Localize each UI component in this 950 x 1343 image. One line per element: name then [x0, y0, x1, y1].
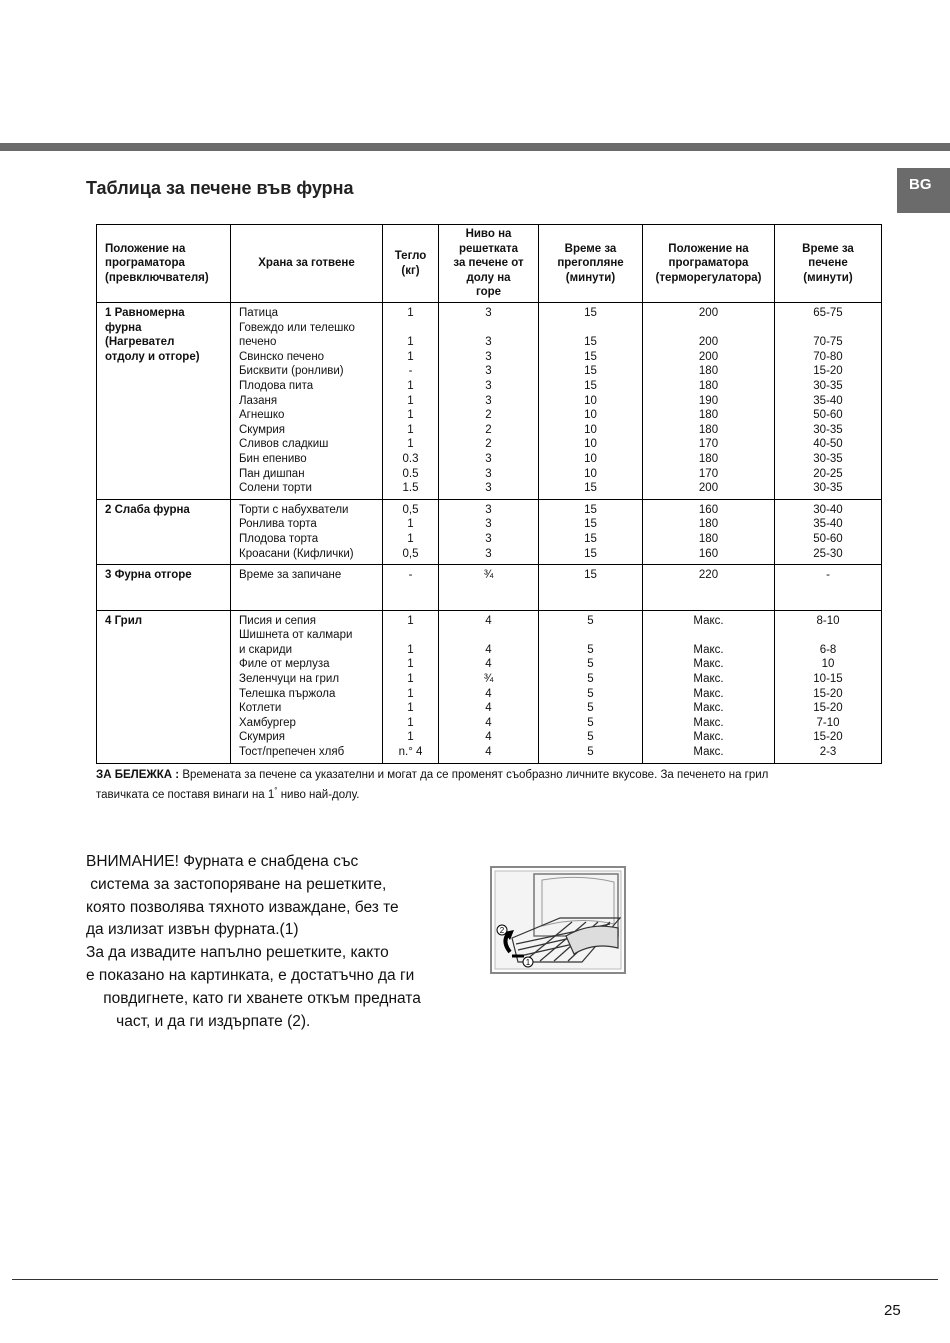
- note-text-line1: Времената за печене са указателни и могат да се променят съобразно личните вкусове. За печенето на грил: [179, 769, 769, 781]
- cell-value: 160: [698, 503, 719, 516]
- attention-line: система за застопоряване на решетките,: [86, 875, 387, 893]
- food-item: печено: [239, 336, 277, 349]
- food-item: Шишнета от калмари: [239, 629, 353, 642]
- cell-value: 3: [485, 547, 492, 560]
- cell-value: Макс.: [693, 614, 724, 627]
- cell-value: 1: [407, 307, 414, 319]
- cell-value: 15: [584, 307, 597, 319]
- cell-value: 1: [407, 643, 414, 656]
- cell-value: 10: [584, 394, 597, 407]
- cell-value: 3: [485, 307, 492, 319]
- food-item: Говеждо или телешко: [239, 321, 355, 334]
- cell-value: 0,5: [402, 503, 419, 516]
- cell-value: 70-80: [813, 350, 843, 363]
- oven-function-label: 2 Слаба фурна: [105, 503, 190, 516]
- cell-value: 15: [584, 379, 597, 392]
- cell-value: 1: [407, 394, 414, 407]
- cell-value: 6-8: [819, 643, 837, 656]
- cell-value: 10: [584, 438, 597, 451]
- cell-value: [543, 628, 638, 643]
- table-cell: [775, 610, 882, 763]
- oven-function-cell: [97, 565, 231, 611]
- cell-value: n.° 4: [398, 746, 423, 759]
- table-row: [97, 610, 882, 763]
- food-item: Ронлива торта: [239, 518, 317, 531]
- page-number: 25: [884, 1302, 901, 1319]
- cell-value: [543, 321, 638, 336]
- cell-value: 15: [584, 365, 597, 378]
- food-item: Филе от мерлуза: [239, 658, 330, 671]
- cell-value: 2: [485, 423, 492, 436]
- baking-table: [96, 224, 882, 764]
- cell-value: 15: [584, 518, 597, 531]
- oven-function-cell: [97, 610, 231, 763]
- attention-text: [86, 851, 486, 1033]
- oven-function-label: 4 Грил: [105, 614, 143, 627]
- food-item: Плодова пита: [239, 379, 314, 392]
- column-header: Тегло (кг): [383, 225, 439, 303]
- table-cell: [383, 303, 439, 500]
- cell-value: 5: [587, 687, 594, 700]
- cell-value: 4: [485, 614, 492, 627]
- cell-value: 2-3: [819, 746, 837, 759]
- cell-value: [647, 321, 770, 336]
- cell-value: 1: [407, 658, 414, 671]
- table-cell: [539, 565, 643, 611]
- cell-value: 30-35: [813, 482, 843, 495]
- table-row: [97, 303, 882, 500]
- attention-line: която позволява тяхното изваждане, без те: [86, 898, 399, 916]
- food-item: Скумрия: [239, 423, 286, 436]
- cell-value: 65-75: [813, 307, 843, 319]
- cell-value: 180: [698, 452, 719, 465]
- cell-value: 35-40: [813, 518, 843, 531]
- step-2-label: 2: [499, 926, 505, 935]
- oven-function-cell: [97, 499, 231, 564]
- cell-value: 5: [587, 673, 594, 686]
- cell-value: Макс.: [693, 687, 724, 700]
- cell-value: [647, 628, 770, 643]
- cell-value: [387, 321, 434, 336]
- food-item: Свинско печено: [239, 350, 325, 363]
- cell-value: 3: [485, 365, 492, 378]
- cell-value: 70-75: [813, 336, 843, 349]
- column-header: Храна за готвене: [231, 225, 383, 303]
- cell-value: 5: [587, 702, 594, 715]
- cell-value: 50-60: [813, 409, 843, 422]
- table-row: [97, 499, 882, 564]
- cell-value: 30-35: [813, 379, 843, 392]
- column-header: Време за печене (минути): [775, 225, 882, 303]
- cell-value: ¾: [483, 569, 494, 582]
- food-item: Тост/препечен хляб: [239, 746, 345, 759]
- cell-value: 5: [587, 731, 594, 744]
- cell-value: 160: [698, 547, 719, 560]
- cell-value: [779, 628, 877, 643]
- cell-value: 200: [698, 336, 719, 349]
- cell-value: 3: [485, 503, 492, 516]
- cell-value: 180: [698, 409, 719, 422]
- cell-value: 4: [485, 643, 492, 656]
- table-cell: [231, 303, 383, 500]
- note-label: ЗА БЕЛЕЖКА :: [96, 769, 180, 781]
- cell-value: 200: [698, 350, 719, 363]
- step-1-label: 1: [525, 958, 531, 967]
- cell-value: 4: [485, 658, 492, 671]
- cell-value: Макс.: [693, 716, 724, 729]
- attention-line: За да извадите напълно решетките, както: [86, 944, 389, 962]
- cell-value: 1: [407, 716, 414, 729]
- cell-value: Макс.: [693, 658, 724, 671]
- table-cell: [775, 565, 882, 611]
- cell-value: 25-30: [813, 547, 843, 560]
- attention-line: да излизат извън фурната.(1): [86, 921, 299, 939]
- cell-value: 0,5: [402, 547, 419, 560]
- cell-value: 15: [584, 532, 597, 545]
- cell-value: 3: [485, 532, 492, 545]
- cell-value: [387, 628, 434, 643]
- footer-divider: [12, 1279, 938, 1280]
- food-item: Плодова торта: [239, 532, 319, 545]
- cell-value: 30-35: [813, 423, 843, 436]
- cell-value: 180: [698, 518, 719, 531]
- column-header: Време за прегопляне (минути): [539, 225, 643, 303]
- food-item: Торти с набухватели: [239, 503, 349, 516]
- cell-value: 1: [407, 379, 414, 392]
- cell-value: 200: [698, 307, 719, 319]
- table-cell: [775, 303, 882, 500]
- table-cell: [539, 610, 643, 763]
- table-cell: [643, 565, 775, 611]
- cell-value: Макс.: [693, 731, 724, 744]
- cell-value: 1: [407, 438, 414, 451]
- cell-value: 30-35: [813, 452, 843, 465]
- cell-value: 5: [587, 716, 594, 729]
- food-item: Кроасани (Кифлички): [239, 547, 354, 560]
- cell-value: 1: [407, 336, 414, 349]
- cell-value: 10: [584, 467, 597, 480]
- food-item: Хамбургер: [239, 716, 296, 729]
- cell-value: 5: [587, 658, 594, 671]
- food-item: Бисквити (ронливи): [239, 365, 344, 378]
- cell-value: 10: [584, 452, 597, 465]
- cell-value: 3: [485, 518, 492, 531]
- table-cell: [231, 565, 383, 611]
- cell-value: 40-50: [813, 438, 843, 451]
- table-cell: [643, 610, 775, 763]
- cell-value: 1: [407, 350, 414, 363]
- cell-value: 4: [485, 702, 492, 715]
- food-item: Телешка пържола: [239, 687, 336, 700]
- cell-value: 10-15: [813, 673, 843, 686]
- column-header: Положение на програматора (терморегулатора): [643, 225, 775, 303]
- cell-value: 8-10: [816, 614, 840, 627]
- cell-value: Макс.: [693, 673, 724, 686]
- note-text-line2a: тавичката се поставя винаги на 1: [96, 788, 275, 801]
- cell-value: 0.5: [402, 467, 419, 480]
- cell-value: 2: [485, 409, 492, 422]
- cell-value: 220: [698, 569, 719, 582]
- cell-value: 0.3: [402, 452, 419, 465]
- cell-value: 15-20: [813, 365, 843, 378]
- cell-value: 1: [407, 731, 414, 744]
- oven-function-label: 3 Фурна отгоре: [105, 569, 192, 582]
- food-item: Време за запичане: [239, 569, 342, 582]
- cell-value: 15-20: [813, 731, 843, 744]
- language-tab: BG: [897, 168, 950, 213]
- cell-value: [443, 321, 534, 336]
- table-cell: [643, 303, 775, 500]
- cell-value: 10: [584, 409, 597, 422]
- column-header: Положение на програматора (превключвателя): [97, 225, 231, 303]
- food-item: Пан дишпан: [239, 467, 305, 480]
- oven-function-cell: [97, 303, 231, 500]
- header-divider-bar: [0, 143, 950, 151]
- food-item: Лазаня: [239, 394, 278, 407]
- cell-value: 30-40: [813, 503, 843, 516]
- cell-value: 1: [407, 702, 414, 715]
- cell-value: 15: [584, 482, 597, 495]
- cell-value: Макс.: [693, 702, 724, 715]
- cell-value: 35-40: [813, 394, 843, 407]
- food-item: Солени торти: [239, 482, 312, 495]
- food-item: и скариди: [239, 643, 293, 656]
- food-item: Сливов сладкиш: [239, 438, 329, 451]
- table-cell: [439, 610, 539, 763]
- table-cell: [643, 499, 775, 564]
- cell-value: -: [408, 365, 413, 378]
- cell-value: 5: [587, 643, 594, 656]
- cell-value: 10: [584, 423, 597, 436]
- cell-value: 3: [485, 452, 492, 465]
- cell-value: 15: [584, 569, 597, 582]
- cell-value: 200: [698, 482, 719, 495]
- cell-value: 1: [407, 423, 414, 436]
- cell-value: 180: [698, 423, 719, 436]
- attention-line: част, и да ги издърпате (2).: [86, 1012, 311, 1030]
- cell-value: -: [408, 569, 413, 582]
- cell-value: 7-10: [816, 716, 840, 729]
- cell-value: 15-20: [813, 687, 843, 700]
- column-header: Ниво на решетката за печене от долу на горе: [439, 225, 539, 303]
- cell-value: [443, 628, 534, 643]
- cell-value: 4: [485, 731, 492, 744]
- cell-value: 3: [485, 350, 492, 363]
- table-cell: [539, 499, 643, 564]
- table-cell: [539, 303, 643, 500]
- cell-value: 3: [485, 394, 492, 407]
- cell-value: Макс.: [693, 746, 724, 759]
- oven-function-label: 1 Равномерна фурна (Нагревател отдолу и отгоре): [105, 307, 200, 363]
- cell-value: 3: [485, 336, 492, 349]
- cell-value: 4: [485, 716, 492, 729]
- cell-value: 1.5: [402, 482, 419, 495]
- cell-value: 1: [407, 518, 414, 531]
- table-cell: [231, 499, 383, 564]
- cell-value: 4: [485, 746, 492, 759]
- cell-value: 190: [698, 394, 719, 407]
- degree-sign: °: [274, 786, 278, 795]
- oven-rack-illustration: [490, 866, 626, 974]
- table-header-row: [97, 225, 882, 303]
- food-item: Зеленчуци на грил: [239, 673, 340, 686]
- food-item: Бин епениво: [239, 452, 307, 465]
- cell-value: 15: [584, 503, 597, 516]
- cell-value: 50-60: [813, 532, 843, 545]
- cell-value: 10: [821, 658, 835, 671]
- page-title: Таблица за печене във фурна: [86, 178, 354, 198]
- food-item: Скумрия: [239, 731, 286, 744]
- note-text-line2b: ниво най-долу.: [277, 788, 360, 801]
- cell-value: 15-20: [813, 702, 843, 715]
- cell-value: Макс.: [693, 643, 724, 656]
- food-item: Патица: [239, 307, 279, 319]
- cell-value: 3: [485, 482, 492, 495]
- cell-value: 170: [698, 438, 719, 451]
- cell-value: 4: [485, 687, 492, 700]
- cell-value: 180: [698, 379, 719, 392]
- cell-value: 3: [485, 467, 492, 480]
- attention-line: повдигнете, като ги хванете откъм предната: [86, 989, 421, 1007]
- cell-value: 1: [407, 614, 414, 627]
- cell-value: 20-25: [813, 467, 843, 480]
- cell-value: 1: [407, 687, 414, 700]
- cell-value: 5: [587, 746, 594, 759]
- cell-value: [779, 321, 877, 336]
- table-cell: [383, 610, 439, 763]
- cell-value: 170: [698, 467, 719, 480]
- table-row: [97, 565, 882, 611]
- table-cell: [231, 610, 383, 763]
- cell-value: 3: [485, 379, 492, 392]
- cell-value: 15: [584, 547, 597, 560]
- table-cell: [439, 565, 539, 611]
- attention-line: е показано на картинката, е достатъчно да ги: [86, 966, 415, 984]
- note-paragraph: [96, 768, 886, 803]
- cell-value: 2: [485, 438, 492, 451]
- table-cell: [383, 499, 439, 564]
- cell-value: 180: [698, 365, 719, 378]
- cell-value: 5: [587, 614, 594, 627]
- table-cell: [383, 565, 439, 611]
- cell-value: 1: [407, 532, 414, 545]
- food-item: Писия и сепия: [239, 614, 316, 627]
- table-cell: [439, 499, 539, 564]
- cell-value: ¾: [483, 673, 494, 686]
- cell-value: 15: [584, 336, 597, 349]
- cell-value: 15: [584, 350, 597, 363]
- attention-line: ВНИМАНИЕ! Фурната е снабдена със: [86, 853, 359, 870]
- table-cell: [775, 499, 882, 564]
- food-item: Агнешко: [239, 409, 285, 422]
- cell-value: 1: [407, 409, 414, 422]
- cell-value: 1: [407, 673, 414, 686]
- cell-value: 180: [698, 532, 719, 545]
- cell-value: -: [826, 569, 830, 582]
- food-item: Котлети: [239, 702, 282, 715]
- table-cell: [439, 303, 539, 500]
